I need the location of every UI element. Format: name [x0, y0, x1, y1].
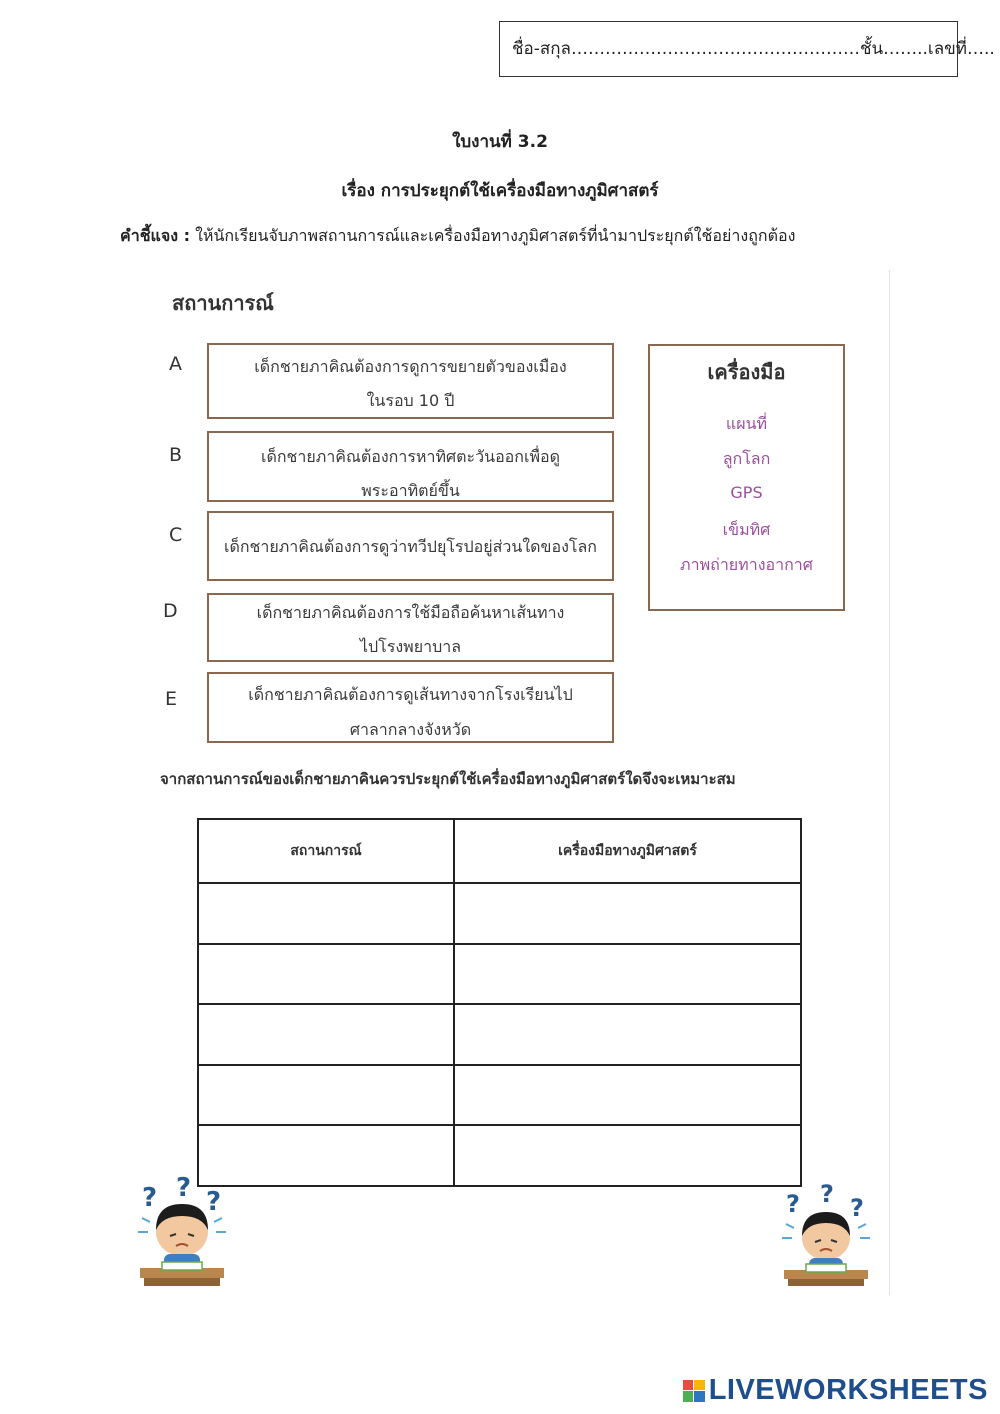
- liveworksheets-wordmark: LIVEWORKSHEETS: [708, 1374, 988, 1406]
- answer-cell-scenario[interactable]: [198, 883, 454, 944]
- answer-cell-scenario[interactable]: [198, 1065, 454, 1126]
- answer-row: [198, 1125, 801, 1186]
- scenario-box-e: [207, 672, 614, 743]
- svg-text:?: ?: [820, 1182, 834, 1208]
- scenario-a-line1: เด็กชายภาคิณต้องการดูการขยายตัวของเมือง: [254, 357, 567, 376]
- tool-item-gps: GPS: [730, 483, 763, 502]
- svg-text:?: ?: [176, 1173, 192, 1203]
- worksheet-subject: เรื่อง การประยุกต์ใช้เครื่องมือทางภูมิศาสตร์: [341, 181, 659, 201]
- scenario-letter-d: D: [163, 600, 178, 622]
- tool-item-map: แผนที่: [725, 414, 768, 433]
- scenario-b-line2: พระอาทิตย์ขึ้น: [361, 481, 460, 500]
- svg-text:?: ?: [206, 1187, 222, 1217]
- answer-table-header: [198, 819, 801, 883]
- scenario-letter-e: E: [165, 688, 178, 710]
- scenario-d-line2: ไปโรงพยาบาล: [359, 637, 462, 656]
- tools-box: [648, 344, 845, 611]
- scenario-box-b: [207, 431, 614, 502]
- scenario-heading: สถานการณ์: [172, 291, 274, 315]
- header-scenario: สถานการณ์: [198, 819, 454, 883]
- tool-item-globe: ลูกโลก: [722, 449, 771, 468]
- tool-item-aerial-photo: ภาพถ่ายทางอากาศ: [680, 555, 813, 574]
- answer-row: [198, 1065, 801, 1126]
- answer-cell-scenario[interactable]: [198, 944, 454, 1005]
- worksheet-number: ใบงานที่ 3.2: [452, 132, 548, 152]
- answer-cell-scenario[interactable]: [198, 1004, 454, 1065]
- instruction-label: คำชี้แจง :: [120, 226, 191, 245]
- liveworksheets-logo-icon: [683, 1380, 705, 1402]
- scenario-box-a: [207, 343, 614, 419]
- tools-heading: เครื่องมือ: [707, 360, 786, 384]
- scenario-e-line2: ศาลากลางจังหวัด: [349, 720, 472, 739]
- confused-student-illustration-left: [132, 1172, 232, 1294]
- answer-cell-tool[interactable]: [454, 1065, 801, 1126]
- scenario-e-line1: เด็กชายภาคิณต้องการดูเส้นทางจากโรงเรียนไป: [248, 685, 573, 704]
- scenario-box-d: [207, 593, 614, 662]
- svg-text:?: ?: [786, 1190, 800, 1218]
- answer-row: [198, 944, 801, 1005]
- answer-row: [198, 883, 801, 944]
- answer-cell-tool[interactable]: [454, 1004, 801, 1065]
- scenario-letter-b: B: [169, 444, 183, 466]
- svg-text:?: ?: [142, 1183, 158, 1213]
- scenario-letter-c: C: [169, 524, 183, 546]
- svg-text:?: ?: [850, 1194, 864, 1222]
- scenario-d-line1: เด็กชายภาคิณต้องการใช้มือถือค้นหาเส้นทาง: [256, 603, 565, 622]
- confused-student-illustration-right: [776, 1182, 876, 1294]
- answer-table: [197, 818, 802, 1187]
- scenario-a-line2: ในรอบ 10 ปี: [366, 391, 455, 410]
- page-edge-line: [889, 270, 890, 1295]
- scenario-box-c: [207, 511, 614, 581]
- scenario-c-line1: เด็กชายภาคิณต้องการดูว่าทวีปยุโรปอยู่ส่วนใดของโลก: [223, 537, 597, 556]
- answer-cell-scenario[interactable]: [198, 1125, 454, 1186]
- name-class-number-field: ชื่อ-สกุล……………………………………………ชั้น……..เลขที่…..: [499, 21, 958, 77]
- question-text: จากสถานการณ์ของเด็กชายภาคินควรประยุกต์ใช้เครื่องมือทางภูมิศาสตร์ใดจึงจะเหมาะสม: [160, 770, 736, 788]
- instruction: [120, 224, 795, 249]
- scenario-b-line1: เด็กชายภาคิณต้องการหาทิศตะวันออกเพื่อดู: [261, 447, 560, 466]
- liveworksheets-brand: [683, 1374, 988, 1407]
- scenario-letter-a: A: [169, 353, 182, 375]
- answer-cell-tool[interactable]: [454, 883, 801, 944]
- tool-item-compass: เข็มทิศ: [722, 520, 771, 539]
- answer-cell-tool[interactable]: [454, 944, 801, 1005]
- answer-row: [198, 1004, 801, 1065]
- instruction-text: ให้นักเรียนจับภาพสถานการณ์และเครื่องมือทางภูมิศาสตร์ที่นำมาประยุกต์ใช้อย่างถูกต้อง: [195, 226, 796, 245]
- answer-cell-tool[interactable]: [454, 1125, 801, 1186]
- header-tool: เครื่องมือทางภูมิศาสตร์: [454, 819, 801, 883]
